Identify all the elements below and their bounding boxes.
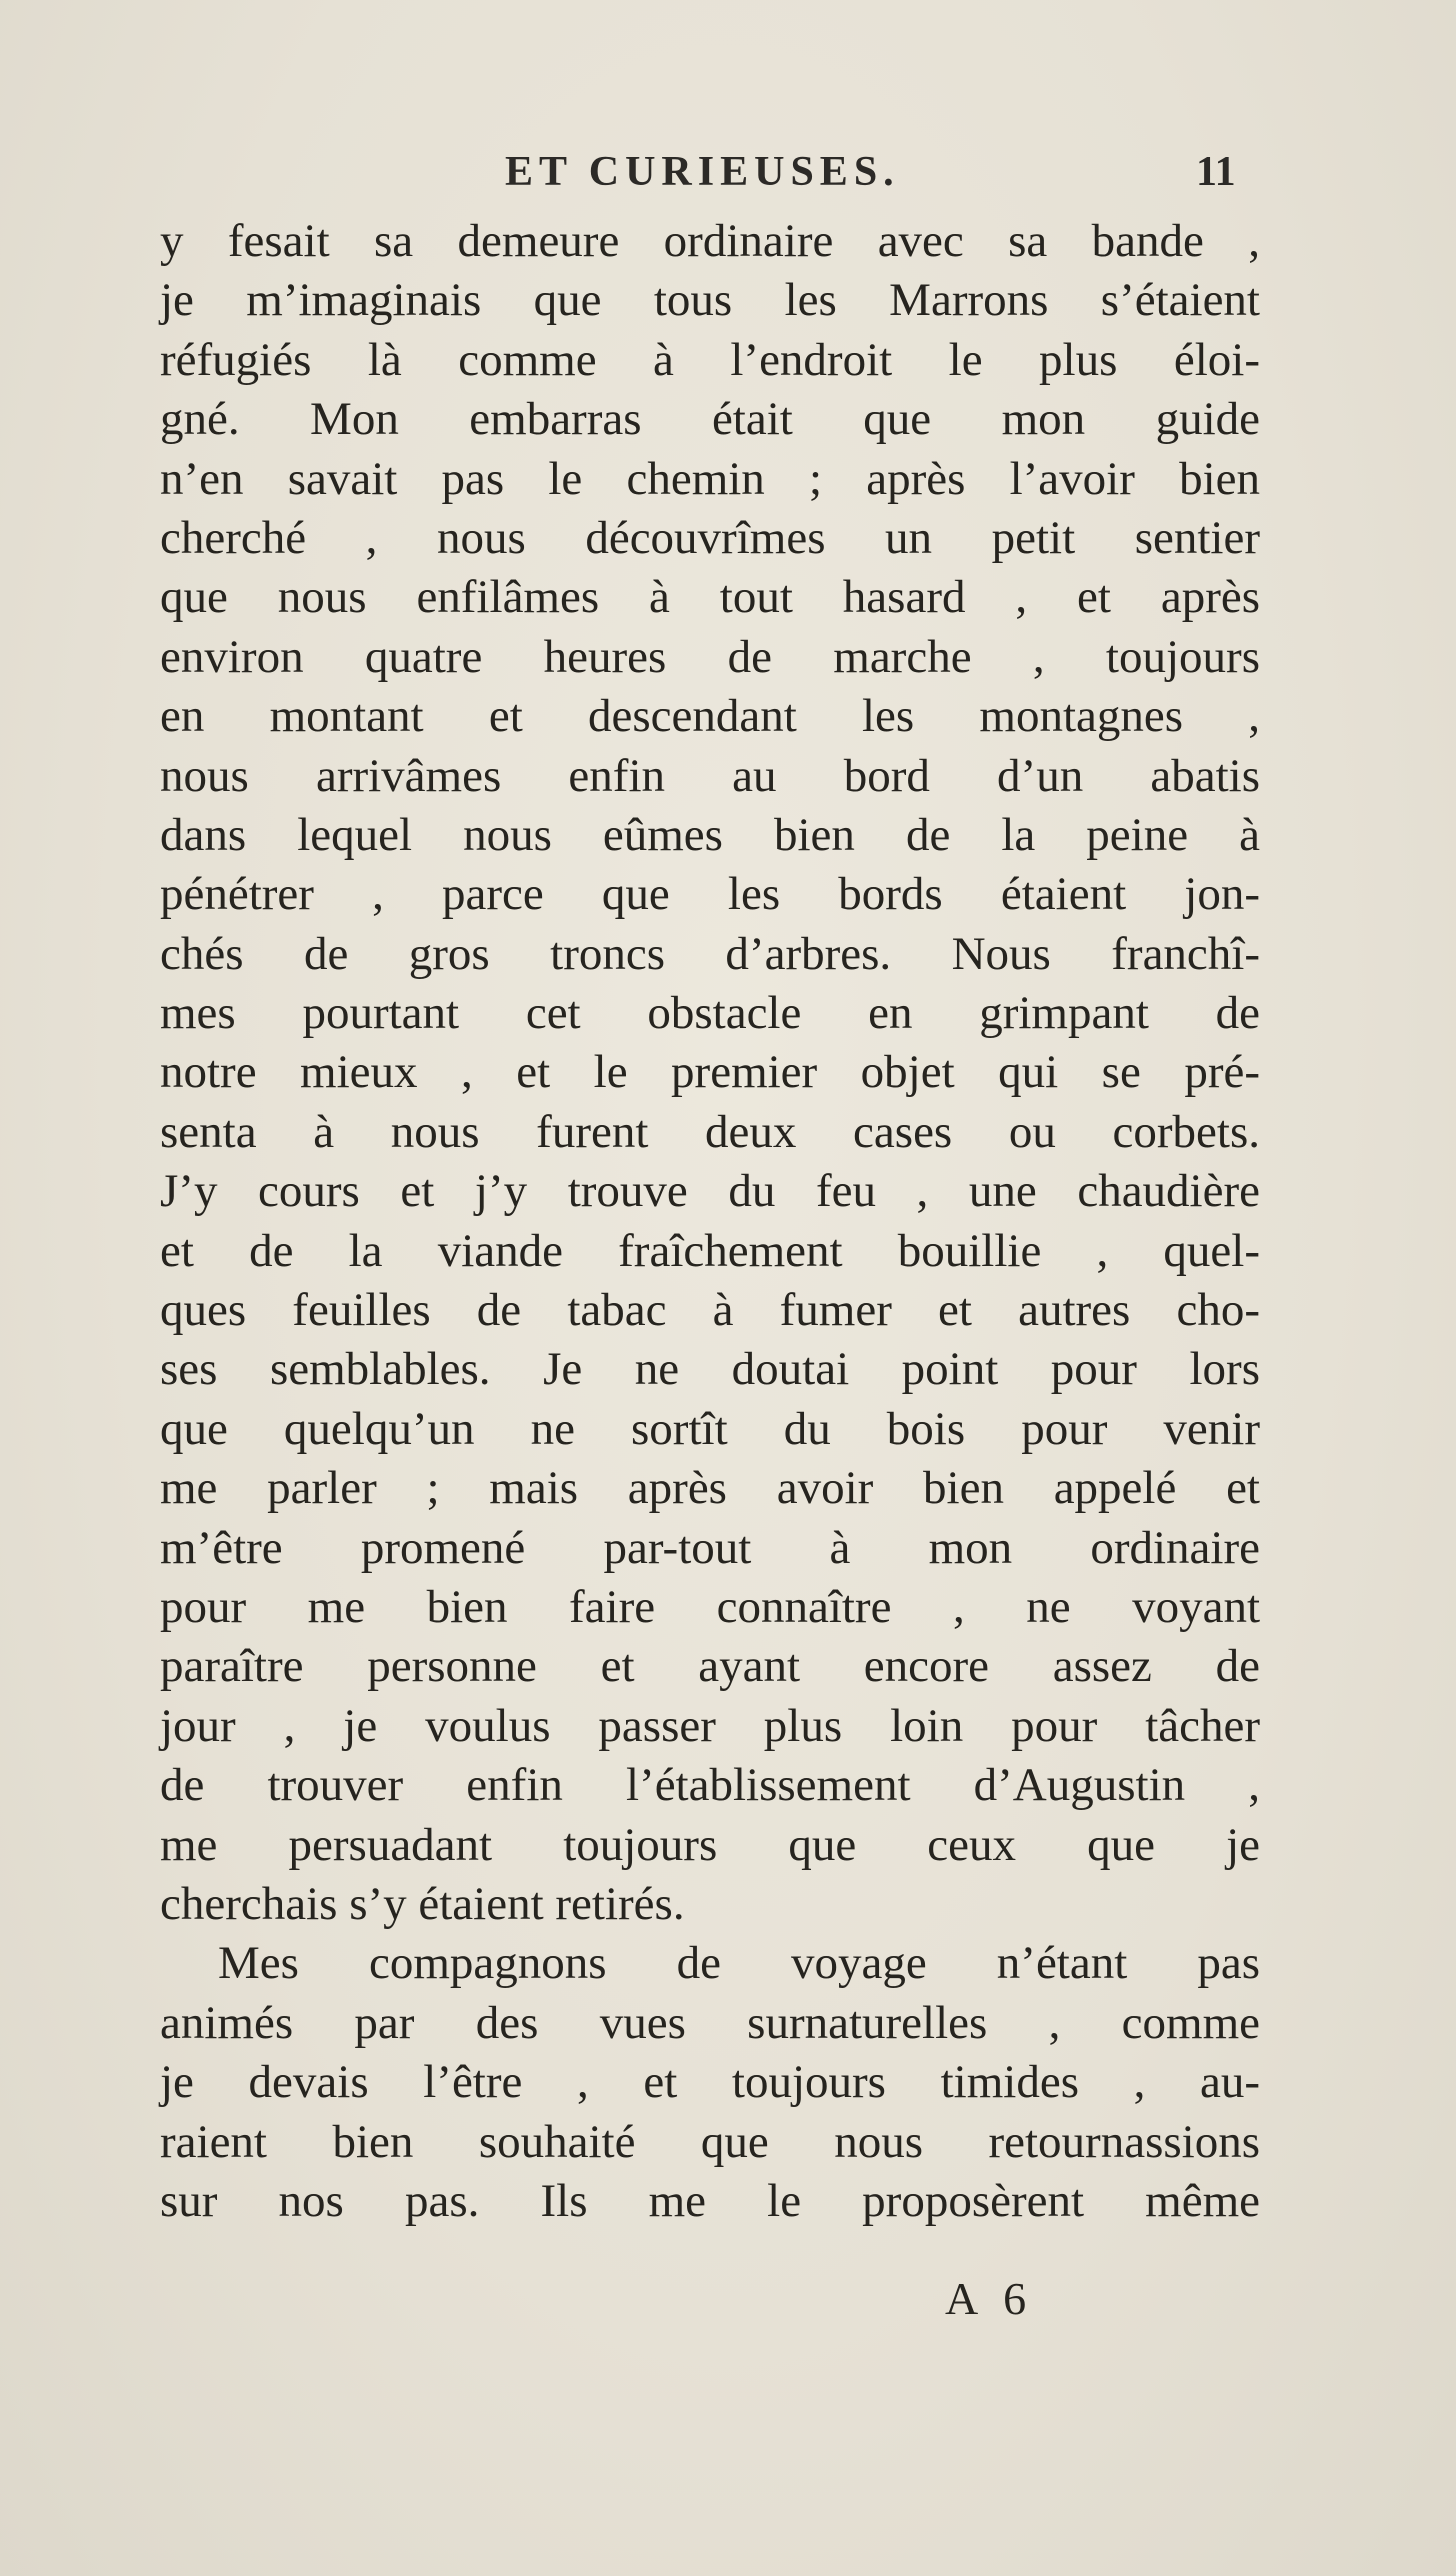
signature-mark: A 6 <box>945 2273 1035 2324</box>
text-line: animés par des vues surnaturelles , comme <box>160 1996 1260 2049</box>
text-line: cherché , nous découvrîmes un petit sentier <box>160 511 1260 564</box>
text-line: m’être promené par-tout à mon ordinaire <box>160 1521 1260 1574</box>
text-line: environ quatre heures de marche , toujours <box>160 630 1260 683</box>
text-line: n’en savait pas le chemin ; après l’avoir bien <box>160 452 1260 505</box>
text-line: me parler ; mais après avoir bien appelé et <box>160 1462 1260 1515</box>
text-line: ses semblables. Je ne doutai point pour lors <box>160 1343 1260 1396</box>
text-line: pénétrer , parce que les bords étaient jon- <box>160 868 1260 921</box>
text-line: chés de gros troncs d’arbres. Nous franchî- <box>160 927 1260 980</box>
paragraph-start-line: Mes compagnons de voyage n’étant pas <box>218 1937 1260 1990</box>
text-line: de trouver enfin l’établissement d’Augustin , <box>160 1759 1260 1812</box>
text-line: y fesait sa demeure ordinaire avec sa bande , <box>160 215 1260 267</box>
text-line: pour me bien faire connaître , ne voyant <box>160 1580 1260 1633</box>
text-line: ques feuilles de tabac à fumer et autres cho- <box>160 1284 1260 1337</box>
text-line: J’y cours et j’y trouve du feu , une chaudière <box>160 1165 1260 1218</box>
text-line: que quelqu’un ne sortît du bois pour venir <box>160 1402 1260 1455</box>
text-line: que nous enfilâmes à tout hasard , et après <box>160 571 1260 624</box>
text-line: me persuadant toujours que ceux que je <box>160 1818 1260 1871</box>
running-title: ET CURIEUSES. <box>505 149 900 195</box>
text-line: sur nos pas. Ils me le proposèrent même <box>160 2174 1260 2227</box>
text-line: notre mieux , et le premier objet qui se pré- <box>160 1046 1260 1099</box>
text-line: réfugiés là comme à l’endroit le plus éloi- <box>160 333 1260 386</box>
text-line: je m’imaginais que tous les Marrons s’étaient <box>160 274 1260 327</box>
text-line: paraître personne et ayant encore assez de <box>160 1640 1260 1693</box>
text-line: nous arrivâmes enfin au bord d’un abatis <box>160 749 1260 802</box>
text-line: raient bien souhaité que nous retournassions <box>160 2115 1260 2168</box>
paragraph-end-line: cherchais s’y étaient retirés. <box>160 1877 685 1930</box>
text-line: mes pourtant cet obstacle en grimpant de <box>160 987 1260 1040</box>
text-line: jour , je voulus passer plus loin pour tâcher <box>160 1699 1260 1752</box>
body-text <box>160 212 1260 2231</box>
text-line: senta à nous furent deux cases ou corbets. <box>160 1105 1260 1158</box>
running-head <box>0 148 1456 208</box>
text-line: gné. Mon embarras était que mon guide <box>160 393 1260 446</box>
text-line: et de la viande fraîchement bouillie , quel- <box>160 1224 1260 1277</box>
text-line: en montant et descendant les montagnes , <box>160 690 1260 743</box>
page-number: 11 <box>1196 149 1236 195</box>
text-line: je devais l’être , et toujours timides , au- <box>160 2056 1260 2109</box>
text-line: dans lequel nous eûmes bien de la peine à <box>160 808 1260 861</box>
